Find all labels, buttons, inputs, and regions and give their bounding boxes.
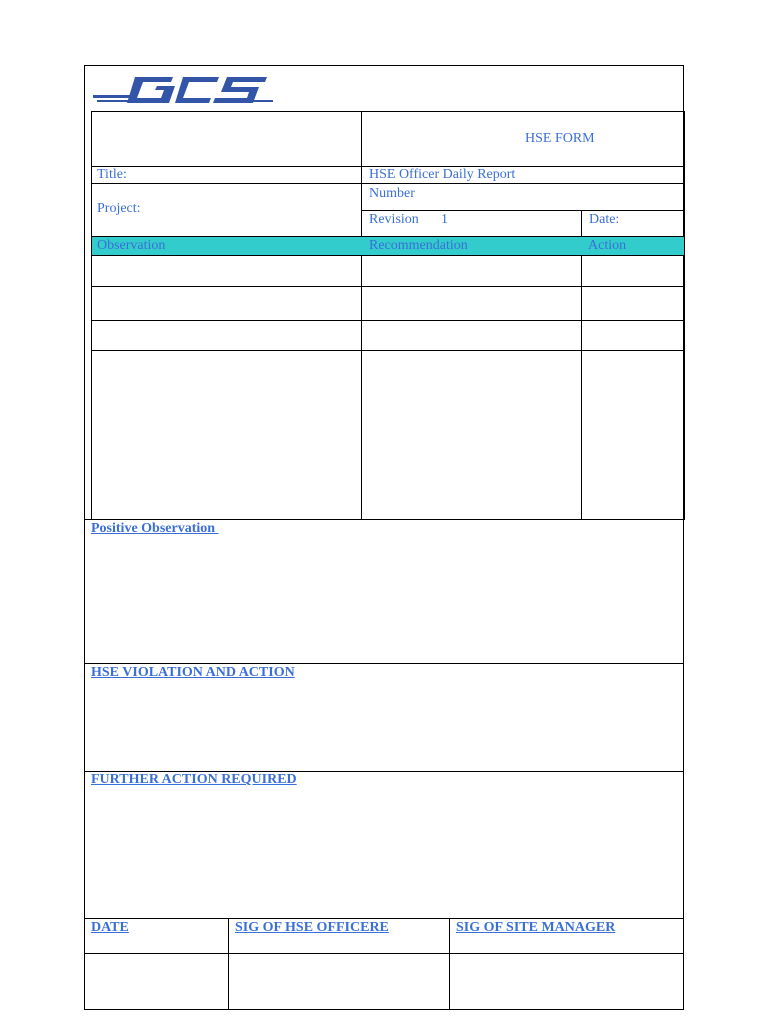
number-label: Number xyxy=(369,186,415,201)
further-action-heading: FURTHER ACTION REQUIRED xyxy=(91,772,297,787)
date-label: Date: xyxy=(589,212,620,227)
signature-hse-officer-field[interactable] xyxy=(228,953,450,1010)
table-row[interactable] xyxy=(91,255,362,287)
column-label-action: Action xyxy=(588,238,627,253)
form-title: HSE FORM xyxy=(525,131,595,146)
title-value: HSE Officer Daily Report xyxy=(369,167,516,182)
signature-site-manager-label: SIG OF SITE MANAGER xyxy=(456,920,616,935)
gcs-logo xyxy=(91,71,275,109)
revision-label: Revision xyxy=(369,212,419,227)
signature-date-label: DATE xyxy=(91,920,129,935)
positive-observation-section[interactable] xyxy=(84,519,684,664)
signature-date-field[interactable] xyxy=(84,953,229,1010)
violation-heading: HSE VIOLATION AND ACTION xyxy=(91,665,295,680)
positive-observation-heading: Positive Observation xyxy=(91,521,219,536)
header-right-cell xyxy=(361,111,685,167)
table-row[interactable] xyxy=(91,350,362,520)
table-row[interactable] xyxy=(361,350,582,520)
table-row[interactable] xyxy=(361,255,582,287)
table-row[interactable] xyxy=(361,286,582,321)
table-row[interactable] xyxy=(581,320,685,351)
column-label-recommendation: Recommendation xyxy=(369,238,468,253)
project-label: Project: xyxy=(97,201,141,216)
table-row[interactable] xyxy=(361,320,582,351)
table-row[interactable] xyxy=(581,286,685,321)
further-action-section[interactable] xyxy=(84,771,684,919)
header-left-cell xyxy=(91,111,362,167)
column-label-observation: Observation xyxy=(97,238,166,253)
table-row[interactable] xyxy=(581,255,685,287)
revision-value: 1 xyxy=(441,212,448,227)
signature-site-manager-field[interactable] xyxy=(449,953,684,1010)
table-row[interactable] xyxy=(91,286,362,321)
table-row[interactable] xyxy=(581,350,685,520)
signature-hse-officer-label: SIG OF HSE OFFICERE xyxy=(235,920,389,935)
title-label-cell xyxy=(91,166,362,184)
title-label: Title: xyxy=(97,167,127,182)
table-row[interactable] xyxy=(91,320,362,351)
